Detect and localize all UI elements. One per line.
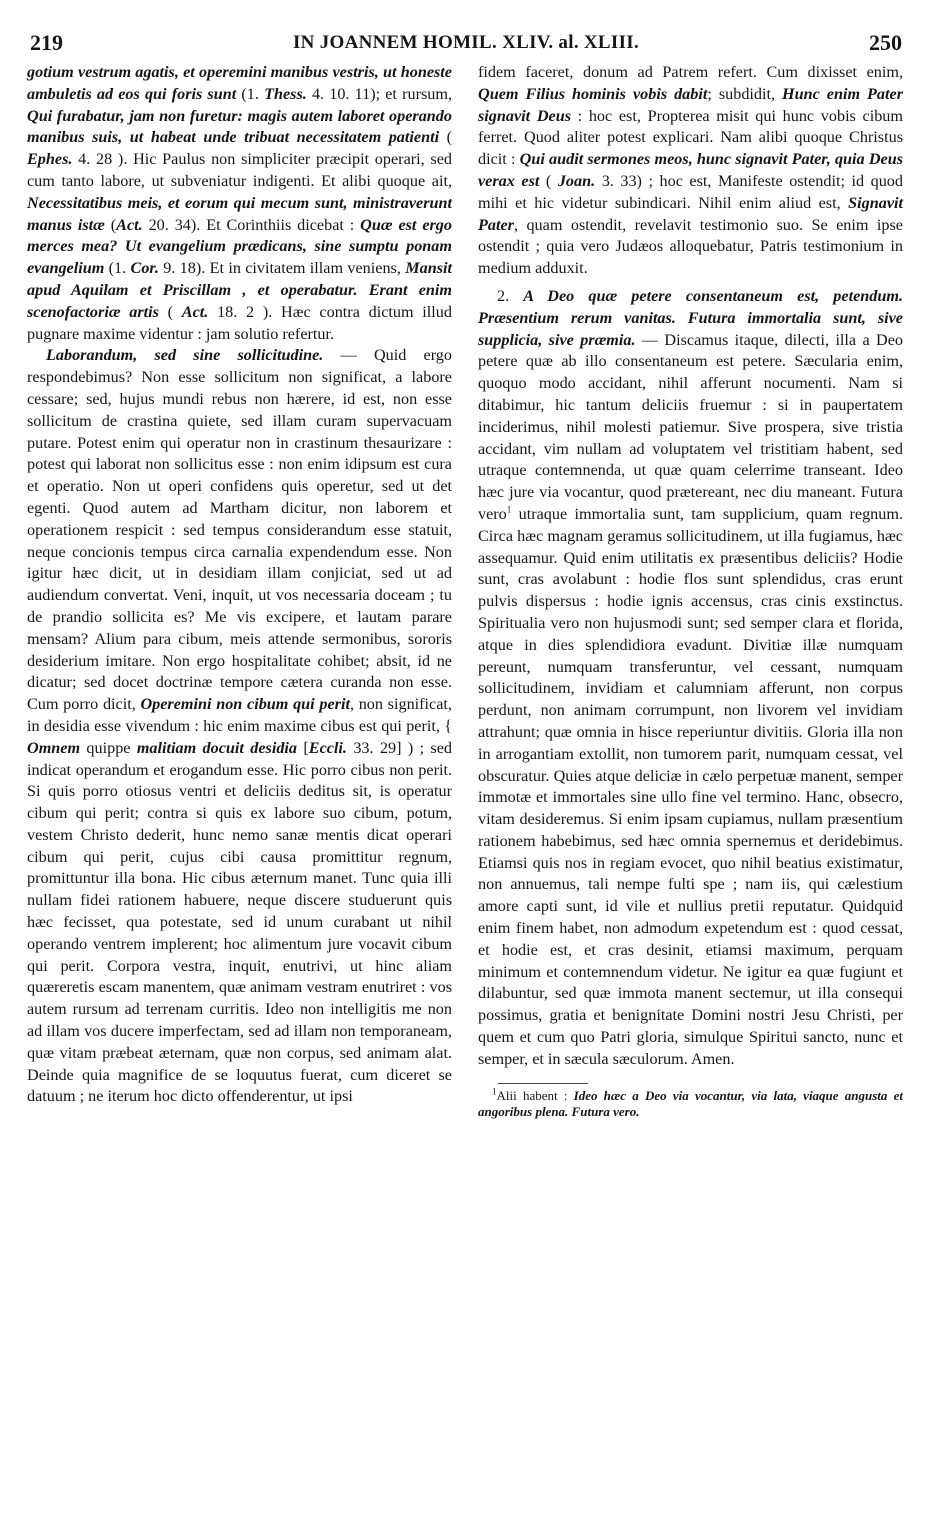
right-column: [478, 62, 903, 1120]
text-run: quippe: [80, 738, 137, 757]
footnote: [478, 1088, 903, 1120]
italic-text-run: Signavit Pater: [478, 193, 903, 234]
text-run: 4. 28 ). Hic Paulus non simpliciter præcipit operari, sed cum tanto labore, ut subveniatur indigenti. Et alibi quoque ait,: [27, 150, 452, 190]
text-run: utraque immortalia sunt, tam supplicium, quam regnum. Circa hæc magnam geramus sollicitudinem, ut illa fugiamus, hæc assequamur. Quid enim utilitatis ex præsentibus deliciis? Hodie sunt, cras avolabunt : hodie flos sunt splendidus, cras erunt pulvis dispersus : hodie ignis accensus, cras cinis exstinctus. Spiritualia vero non hujusmodi sunt; sed semper clara et florida, atque in dies splendidiora evadunt. Divitiæ illæ numquam pereunt, numquam transferuntur, vel cessant, numquam sollicitudinem, invidiam et calumniam afferunt, non corpus perdunt, non animam corrumpunt, non livorem vel invidiam attrahunt; quæ omnia in hisce reperiuntur divitiis. Gloria illa non in arrogantiam extollit, non tumorem parit, numquam cessat, vel obscuratur. Quies atque deliciæ in cælo perpetuæ manent, semper immotæ et immortales sine ullo fine vel termino. Hanc, obsecro, vitam desideremus. Si enim ipsam cupiamus, nullam præsentium rationem habebimus, sed hæc omnia spernemus et deridebimus. Etiamsi quis nos in regiam evocet, quo nihil beatius existimatur, non annuemus, tali nempe fulti spe ; nam iis, qui cælestium amore capti sunt, id vile et nullius pretii reputatur. Quidquid enim finem habet, non admodum expetendum est : quod cessat, et hodie est, et cras desinit, etiamsi maximum, perquam minimum et contemnendum videtur. Ne igitur ea quæ fugiunt et dilabuntur, sed quæ immota manent sectemur, ut illa consequi possimus, gratia et benignitate Domini nostri Jesu Christi, per quem et cum quo Patri gloria, simulque Spiritui sancto, nunc et semper, et in sæcula sæculorum. Amen.: [478, 504, 903, 1068]
italic-text-run: Qui audit sermones meos, hunc signavit Pater, quia Deus verax est: [478, 150, 903, 190]
italic-text-run: malitiam docuit desidia: [136, 738, 298, 757]
italic-text-run: Laborandum, sed sine sollicitudine.: [46, 346, 324, 365]
italic-text-run: Qui furabatur, jam non furetur: magis autem laboret operando manibus suis, ut habeat unde tribuat necessitatem patienti: [27, 106, 452, 147]
text-run: (1.: [236, 84, 265, 103]
text-run: fidem faceret, donum ad Patrem refert. Cum dixisset enim,: [478, 63, 903, 81]
text-run: 9. 18). Et in civitatem illam veniens,: [158, 259, 406, 278]
italic-text-run: Necessitatibus meis, et eorum qui mecum sunt, ministraverunt manus istæ: [27, 193, 452, 234]
italic-text-run: Thess.: [264, 84, 307, 103]
italic-text-run: A Deo quæ petere consentaneum est, petendum. Præsentium rerum vanitas. Futura immortalia sunt, sive supplicia, sive præmia.: [478, 286, 903, 349]
text-run: (1.: [104, 259, 131, 278]
text-run: (: [439, 128, 453, 147]
text-run: 3. 33) ; hoc est, Manifeste ostendit; id quod mihi et hic videtur subindicari. Nihil enim aliud est,: [478, 171, 903, 212]
running-title: IN JOANNEM HOMIL. XLIV. al. XLIII.: [292, 32, 640, 53]
italic-text-run: Ephes.: [27, 150, 73, 169]
italic-text-run: Quæ est ergo merces mea? Ut evangelium prædicans, sine sumptu ponam evangelium: [27, 215, 452, 278]
italic-text-run: Act.: [181, 302, 209, 321]
footnote-marker: 1: [492, 1086, 497, 1097]
italic-text-run: Act.: [116, 215, 143, 234]
text-run: — Discamus itaque, dilecti, illa a Deo petere quæ ab illo consentaneum est petere. Sæcularia enim, quoquo modo accidant, nihil afferunt nocumenti. Nam si ditabimur, hic tantum deliciis fruemur : si in paupertatem inciderimus, nihil molesti patiemur. Sive prospera, sive tristia accidant, vim nullam ad voluptatem vel tristitiam habent, sed utraque contemnenda, ut quæ quam celerrime transeant. Ideo hæc jure via vocantur, quod prætereant, nec diu maneant. Futura vero: [478, 330, 903, 523]
text-run: — Quid ergo respondebimus? Non esse sollicitum non significat, a labore cessare; sed, hujus mundi rebus non hærere, id est, non esse sollicitum de crastina quiete, sed illam curam supervacuam putare. Potest enim qui operatur non in crastinum thesaurizare : potest qui laborat non sollicitus esse : non enim idipsum est cura et operatio. Non ut operi confidens quis operetur, sed ut det egenti. Quod autem ad Martham dicitur, non laborem et operationem respicit : sed tempus considerandum esse statuit, neque concionis tempus circa carnalia expendendum esse. Non igitur hæc dicit, ut in desidiam illam conjiciat, sed ut ad audiendum convertat. Veni, inquit, ut vos necessaria doceam ; tu de prandio sollicita es? Me vis excipere, et lautam parare mensam? Alium para cibum, meis attende sermonibus, sororis desiderium imitare. Non ergo hospitalitate cohibet; absit, id ne dicatur; sed docet doctrinæ tempore cætera curanda non esse. Cum porro dicit,: [27, 346, 452, 714]
text-run: (: [539, 171, 558, 190]
italic-text-run: Eccli.: [308, 738, 347, 757]
text-run: 18. 2 ). Hæc contra dictum illud pugnare maxime videntur : jam solutio refertur.: [27, 302, 452, 343]
text-run: [: [297, 738, 309, 757]
text-run: ; subdidit,: [707, 84, 783, 103]
text-run: (: [104, 215, 117, 234]
text-run: 20. 34). Et Corinthiis dicebat :: [142, 215, 361, 234]
italic-text-run: gotium vestrum agatis, et operemini manibus vestris, ut honeste ambuletis ad eos qui foris sunt: [27, 63, 452, 103]
italic-text-run: Hunc enim Pater signavit Deus: [478, 84, 903, 125]
section-paragraph: [478, 286, 903, 1071]
italic-text-run: Ideo hæc a Deo via vocantur, via lata, viaque angusta et angoribus plena. Futura vero.: [478, 1087, 903, 1119]
footnote-divider: [498, 1083, 588, 1084]
text-run: 2.: [497, 286, 524, 305]
text-run: , quam ostendit, revelavit testimonio suo. Se enim ipse ostendit ; quia vero Judæos alloquebatur, Patris testimonium in medium adduxit.: [478, 215, 903, 278]
page-number-left: 219: [30, 30, 63, 55]
text-run: : hoc est, Propterea misit qui hunc vobis cibum ferret. Quod aliter potest explicari. Nam alibi quoque Christus dicit :: [478, 106, 903, 169]
italic-text-run: Operemini non cibum qui perit: [140, 695, 350, 714]
paragraph: [478, 62, 903, 280]
footnote-marker: 1: [506, 504, 512, 515]
left-column: [27, 62, 452, 1108]
italic-text-run: Cor.: [130, 259, 159, 278]
paragraph: [27, 345, 452, 1108]
italic-text-run: Quem Filius hominis vobis dabit: [478, 84, 708, 103]
page-number-right: 250: [869, 30, 902, 55]
italic-text-run: Mansit apud Aquilam et Priscillam , et operabatur. Erant enim scenofactoriæ artis: [27, 259, 453, 321]
italic-text-run: Joan.: [557, 171, 596, 190]
paragraph: [27, 62, 452, 345]
text-run: , non significat, in desidia esse vivendum : hic enim maxime cibus est qui perit, {: [27, 695, 452, 735]
text-run: (: [158, 302, 182, 321]
running-header: [30, 30, 902, 60]
text-run: 33. 29] ) ; sed indicat operandum et erogandum esse. Hic porro cibus non perit. Si quis porro otiosus ventri et deliciis deditus sit, is operatur cibum qui perit; contra si quis ex labore suo cibum, potum, vestem Christo dederit, hunc nemo sanæ mentis dicat operari cibum qui perit, cujus cibi causa promittitur regnum, promittuntur illa bona. Hic cibus æternum manet. Tunc quia illi nullam fidei rationem habuere, neque discere studuerunt quis hæc fecisset, qua potestate, sed id unum curabant ut nihil operando ventrem implerent; hoc alimentum jure vocavit cibum qui perit. Corpora vestra, inquit, enutrivi, ut hinc aliam quæreretis escam manentem, quæ animam vestram enutriret : vos autem rursum ad terrenam curritis. Ideo non intelligitis me non ad illam vos ducere imperfectam, sed ad illam non temporaneam, quæ vitam præbeat æternam, quæ non corpus, sed animam alat. Deinde quia magnifice de se loquutus fuerat, cum diceret se datuum ; ne iterum hoc dicto offenderentur, ut ipsi: [27, 738, 453, 1106]
text-run: Alii habent :: [496, 1087, 574, 1103]
text-run: 4. 10. 11); et rursum,: [306, 84, 452, 103]
italic-text-run: Omnem: [27, 738, 81, 757]
